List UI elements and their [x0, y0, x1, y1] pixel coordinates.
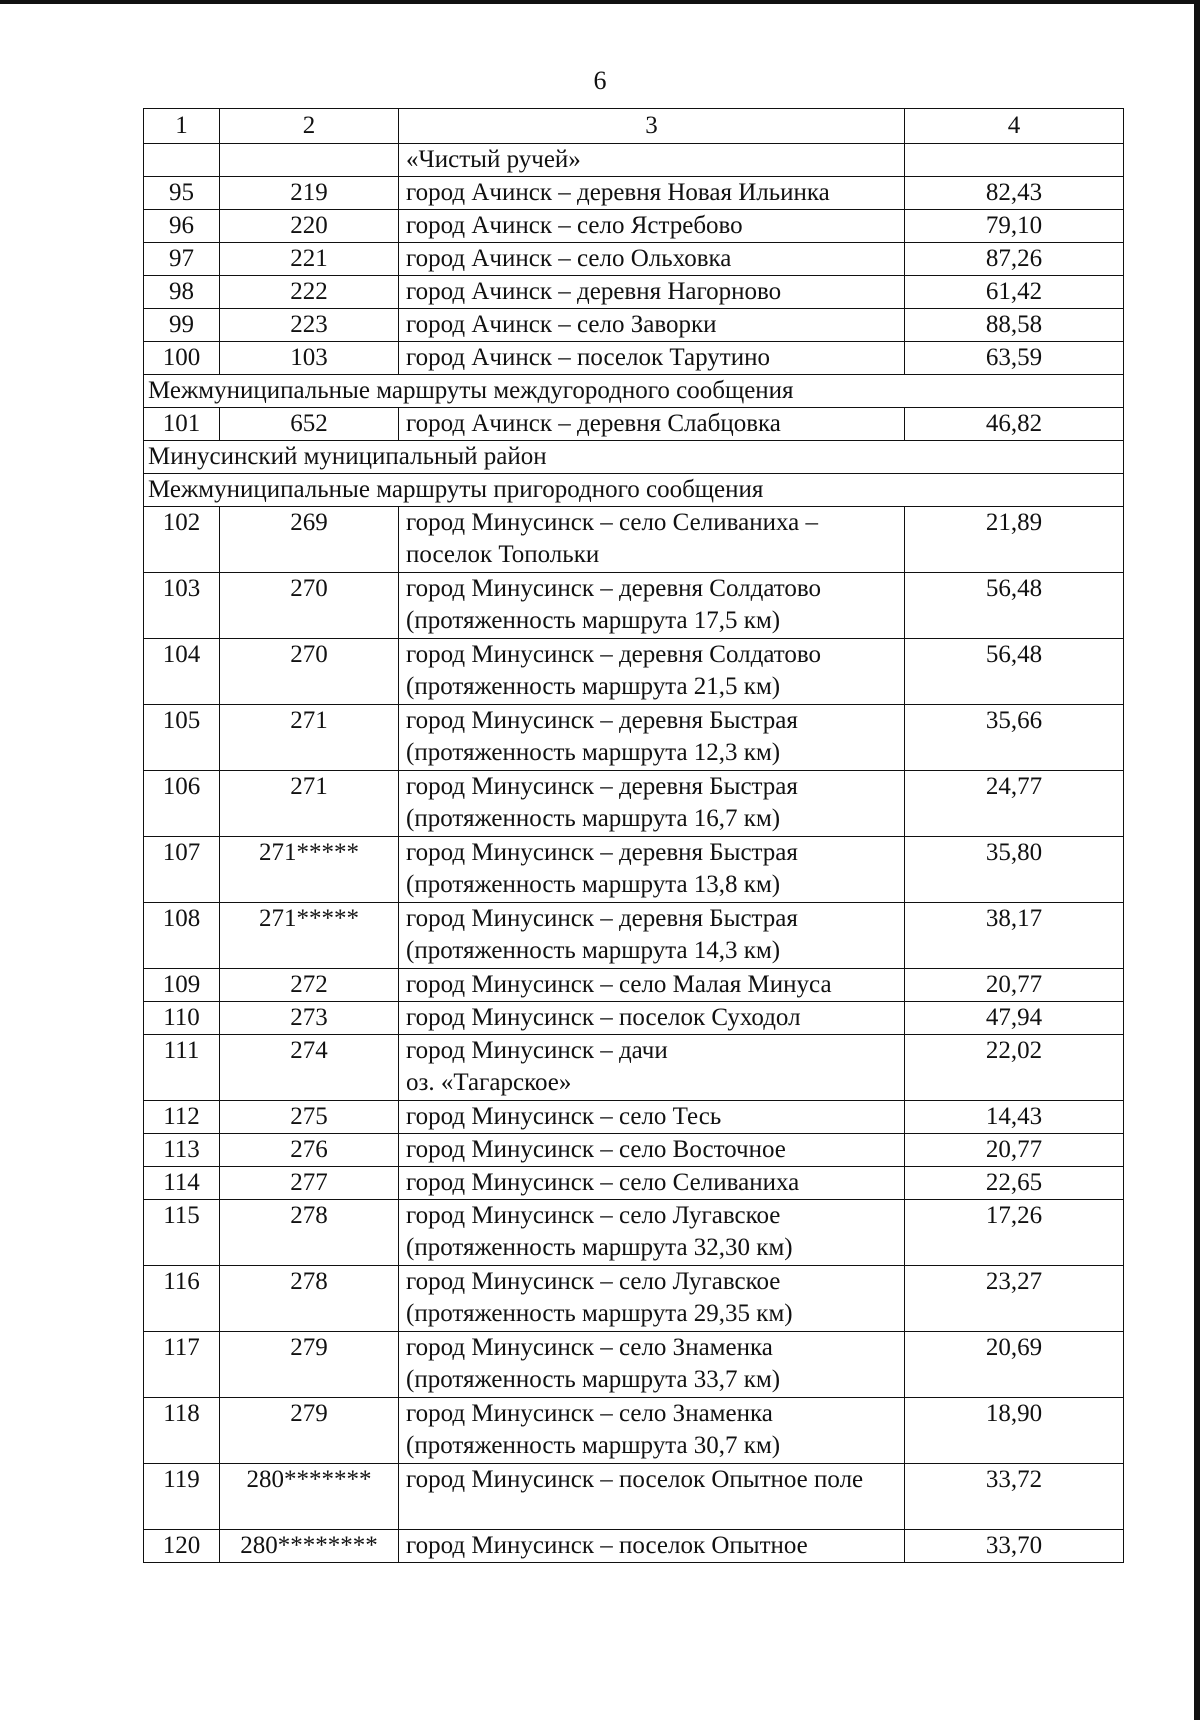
- scan-border-right: [1194, 0, 1200, 1720]
- scan-border-top: [0, 0, 1200, 4]
- table-row: [144, 144, 1124, 177]
- table-row: [144, 408, 1124, 441]
- route-name: город Минусинск – поселок Суходол: [399, 1002, 905, 1035]
- route-name: город Минусинск – село Восточное: [399, 1134, 905, 1167]
- column-header-1: 1: [144, 109, 220, 144]
- table-row: [144, 837, 1124, 903]
- route-name: город Минусинск – село Селиваниха – поселок Топольки: [399, 507, 905, 573]
- route-code: 280********: [220, 1530, 399, 1563]
- row-number: 97: [144, 243, 220, 276]
- route-value: 22,02: [905, 1035, 1124, 1101]
- route-value: 20,77: [905, 1134, 1124, 1167]
- route-value: [905, 144, 1124, 177]
- route-name: город Минусинск – село Знаменка (протяженность маршрута 33,7 км): [399, 1332, 905, 1398]
- row-number: 100: [144, 342, 220, 375]
- row-number: 109: [144, 969, 220, 1002]
- route-name: город Ачинск – деревня Слабцовка: [399, 408, 905, 441]
- route-value: 46,82: [905, 408, 1124, 441]
- row-number: 96: [144, 210, 220, 243]
- route-code: 271: [220, 771, 399, 837]
- table-row: [144, 903, 1124, 969]
- table-row: [144, 969, 1124, 1002]
- table-row: [144, 507, 1124, 573]
- table-row: [144, 1530, 1124, 1563]
- row-number: 105: [144, 705, 220, 771]
- route-code: 279: [220, 1332, 399, 1398]
- route-value: 22,65: [905, 1167, 1124, 1200]
- route-code: 278: [220, 1200, 399, 1266]
- route-code: 270: [220, 573, 399, 639]
- route-value: 82,43: [905, 177, 1124, 210]
- route-value: 35,80: [905, 837, 1124, 903]
- route-code: 275: [220, 1101, 399, 1134]
- route-value: 17,26: [905, 1200, 1124, 1266]
- column-header-2: 2: [220, 109, 399, 144]
- table-row: [144, 573, 1124, 639]
- table-row: [144, 1101, 1124, 1134]
- row-number: 106: [144, 771, 220, 837]
- column-header-3: 3: [399, 109, 905, 144]
- section-title: Межмуниципальные маршруты пригородного сообщения: [144, 474, 1124, 507]
- route-value: 33,72: [905, 1464, 1124, 1530]
- route-value: 20,69: [905, 1332, 1124, 1398]
- row-number: 116: [144, 1266, 220, 1332]
- section-row: [144, 375, 1124, 408]
- header-row: [144, 109, 1124, 144]
- route-value: 56,48: [905, 573, 1124, 639]
- table-row: [144, 210, 1124, 243]
- table-row: [144, 1200, 1124, 1266]
- row-number: 118: [144, 1398, 220, 1464]
- row-number: 107: [144, 837, 220, 903]
- row-number: 119: [144, 1464, 220, 1530]
- section-row: [144, 474, 1124, 507]
- row-number: 108: [144, 903, 220, 969]
- row-number: 95: [144, 177, 220, 210]
- table-row: [144, 639, 1124, 705]
- route-code: 280*******: [220, 1464, 399, 1530]
- route-name: город Минусинск – деревня Солдатово (протяженность маршрута 17,5 км): [399, 573, 905, 639]
- table-row: [144, 1464, 1124, 1530]
- row-number: 112: [144, 1101, 220, 1134]
- route-value: 79,10: [905, 210, 1124, 243]
- table-row: [144, 771, 1124, 837]
- route-code: 270: [220, 639, 399, 705]
- row-number: 114: [144, 1167, 220, 1200]
- route-value: 23,27: [905, 1266, 1124, 1332]
- route-name: город Ачинск – село Ольховка: [399, 243, 905, 276]
- row-number: 117: [144, 1332, 220, 1398]
- route-name: город Ачинск – поселок Тарутино: [399, 342, 905, 375]
- route-name: «Чистый ручей»: [399, 144, 905, 177]
- row-number: 120: [144, 1530, 220, 1563]
- route-code: 223: [220, 309, 399, 342]
- route-name: город Минусинск – село Малая Минуса: [399, 969, 905, 1002]
- row-number: 104: [144, 639, 220, 705]
- table-row: [144, 1398, 1124, 1464]
- section-title: Минусинский муниципальный район: [144, 441, 1124, 474]
- route-value: 21,89: [905, 507, 1124, 573]
- route-value: 61,42: [905, 276, 1124, 309]
- route-code: 271*****: [220, 837, 399, 903]
- route-code: 278: [220, 1266, 399, 1332]
- route-code: 221: [220, 243, 399, 276]
- route-name: город Минусинск – село Лугавское (протяженность маршрута 29,35 км): [399, 1266, 905, 1332]
- route-name: город Ачинск – село Заворки: [399, 309, 905, 342]
- row-number: 115: [144, 1200, 220, 1266]
- route-name: город Минусинск – деревня Быстрая (протяженность маршрута 16,7 км): [399, 771, 905, 837]
- route-code: 279: [220, 1398, 399, 1464]
- route-value: 20,77: [905, 969, 1124, 1002]
- row-number: 98: [144, 276, 220, 309]
- table-row: [144, 1266, 1124, 1332]
- route-name: город Минусинск – село Тесь: [399, 1101, 905, 1134]
- route-code: 274: [220, 1035, 399, 1101]
- route-code: 276: [220, 1134, 399, 1167]
- route-code: [220, 144, 399, 177]
- route-value: 38,17: [905, 903, 1124, 969]
- route-value: 47,94: [905, 1002, 1124, 1035]
- route-value: 35,66: [905, 705, 1124, 771]
- route-code: 273: [220, 1002, 399, 1035]
- route-value: 33,70: [905, 1530, 1124, 1563]
- row-number: 101: [144, 408, 220, 441]
- route-name: город Минусинск – деревня Быстрая (протяженность маршрута 12,3 км): [399, 705, 905, 771]
- table-row: [144, 1332, 1124, 1398]
- route-name: город Минусинск – деревня Солдатово (протяженность маршрута 21,5 км): [399, 639, 905, 705]
- route-code: 220: [220, 210, 399, 243]
- route-value: 63,59: [905, 342, 1124, 375]
- route-code: 272: [220, 969, 399, 1002]
- route-name: город Ачинск – деревня Нагорново: [399, 276, 905, 309]
- table-row: [144, 1035, 1124, 1101]
- table-row: [144, 705, 1124, 771]
- routes-table: [143, 108, 1124, 1563]
- column-header-4: 4: [905, 109, 1124, 144]
- table-row: [144, 177, 1124, 210]
- row-number: 110: [144, 1002, 220, 1035]
- route-value: 24,77: [905, 771, 1124, 837]
- route-value: 14,43: [905, 1101, 1124, 1134]
- route-code: 271: [220, 705, 399, 771]
- route-code: 277: [220, 1167, 399, 1200]
- route-name: город Ачинск – село Ястребово: [399, 210, 905, 243]
- route-name: город Минусинск – деревня Быстрая (протяженность маршрута 14,3 км): [399, 903, 905, 969]
- route-name: город Минусинск – дачи оз. «Тагарское»: [399, 1035, 905, 1101]
- route-value: 18,90: [905, 1398, 1124, 1464]
- route-name: город Минусинск – деревня Быстрая (протяженность маршрута 13,8 км): [399, 837, 905, 903]
- route-value: 88,58: [905, 309, 1124, 342]
- section-row: [144, 441, 1124, 474]
- route-code: 269: [220, 507, 399, 573]
- route-code: 222: [220, 276, 399, 309]
- table-row: [144, 243, 1124, 276]
- table-row: [144, 276, 1124, 309]
- route-name: город Минусинск – село Лугавское (протяженность маршрута 32,30 км): [399, 1200, 905, 1266]
- row-number: [144, 144, 220, 177]
- row-number: 102: [144, 507, 220, 573]
- row-number: 99: [144, 309, 220, 342]
- row-number: 111: [144, 1035, 220, 1101]
- table-row: [144, 1167, 1124, 1200]
- table-row: [144, 309, 1124, 342]
- table-row: [144, 1134, 1124, 1167]
- route-code: 103: [220, 342, 399, 375]
- section-title: Межмуниципальные маршруты междугородного сообщения: [144, 375, 1124, 408]
- route-name: город Минусинск – поселок Опытное: [399, 1530, 905, 1563]
- route-name: город Минусинск – поселок Опытное поле: [399, 1464, 905, 1530]
- route-value: 87,26: [905, 243, 1124, 276]
- route-name: город Ачинск – деревня Новая Ильинка: [399, 177, 905, 210]
- route-code: 652: [220, 408, 399, 441]
- route-name: город Минусинск – село Знаменка (протяженность маршрута 30,7 км): [399, 1398, 905, 1464]
- route-value: 56,48: [905, 639, 1124, 705]
- row-number: 113: [144, 1134, 220, 1167]
- table-row: [144, 342, 1124, 375]
- route-name: город Минусинск – село Селиваниха: [399, 1167, 905, 1200]
- page-number: 6: [593, 66, 607, 95]
- row-number: 103: [144, 573, 220, 639]
- table-row: [144, 1002, 1124, 1035]
- route-code: 271*****: [220, 903, 399, 969]
- route-code: 219: [220, 177, 399, 210]
